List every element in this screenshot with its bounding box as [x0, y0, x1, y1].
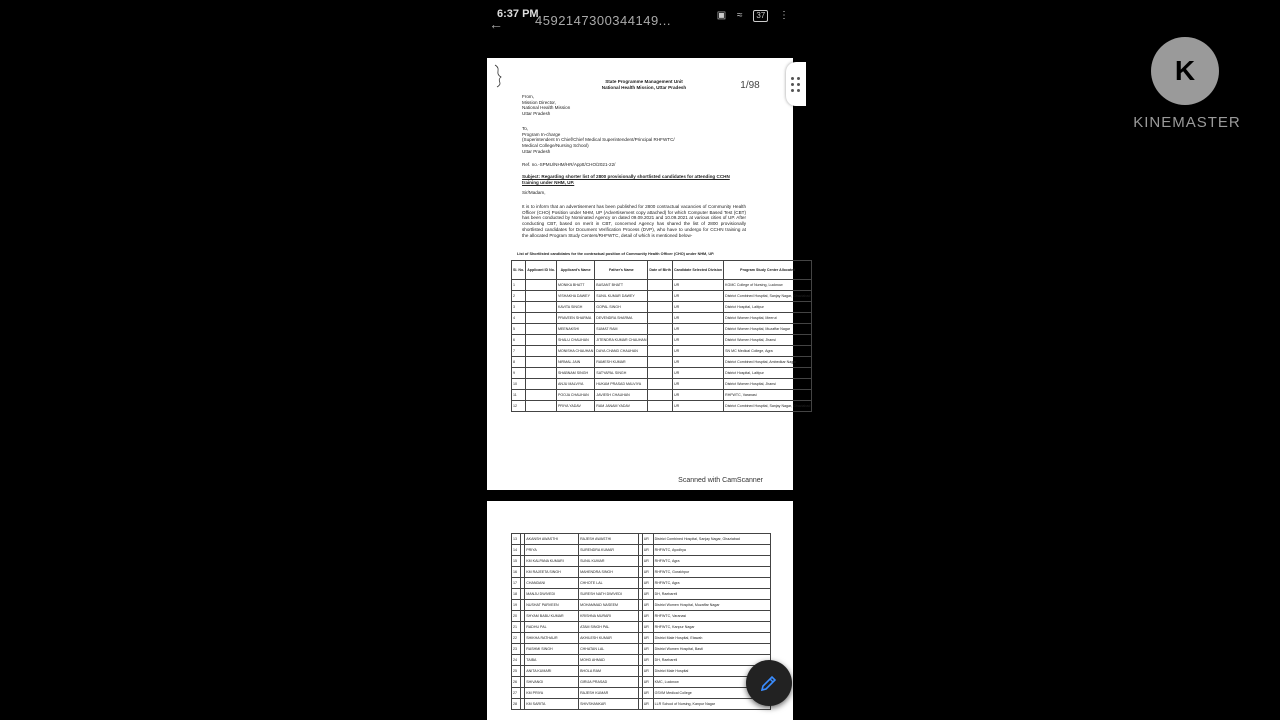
- table-cell: MOHD AHMAD: [579, 655, 639, 666]
- table-cell: District Women Hospital, Muzaffar Nagar: [724, 324, 812, 335]
- doc-salutation: Sir/Madam,: [522, 190, 546, 195]
- table-cell: 12: [512, 401, 526, 412]
- doc-from: From, Mission Director, National Health Mission Uttar Pradesh: [522, 94, 571, 117]
- table-header: Applicant ID No.: [526, 261, 557, 280]
- table-row: [512, 578, 771, 589]
- table-cell: UR: [642, 611, 653, 622]
- table-cell: RAM JANAM YADAV: [595, 401, 648, 412]
- scanner-watermark: Scanned with CamScanner: [678, 477, 763, 484]
- doc-header-2: National Health Mission, Uttar Pradesh: [601, 85, 687, 90]
- table-cell: JAVIESH CHAUHAN: [595, 390, 648, 401]
- table-cell: [526, 291, 557, 302]
- table-cell: UR: [642, 688, 653, 699]
- table-cell: BASANT BHATT: [595, 280, 648, 291]
- table-cell: UR: [672, 346, 723, 357]
- table-cell: ATAM SINGH PAL: [579, 622, 639, 633]
- table-header: Program Study Center Allocated: [724, 261, 812, 280]
- doc-header-1: State Programme Management Unit: [605, 79, 683, 84]
- table-cell: [648, 313, 673, 324]
- table-cell: CHHOTE LAL: [579, 578, 639, 589]
- table-row: [512, 666, 771, 677]
- table-row: [512, 611, 771, 622]
- table-cell: UR: [672, 379, 723, 390]
- table-cell: [648, 280, 673, 291]
- table-row: [512, 589, 771, 600]
- table-row: [512, 313, 812, 324]
- table-row: [512, 567, 771, 578]
- table-cell: UR: [672, 368, 723, 379]
- table-cell: 20: [512, 611, 521, 622]
- table-cell: KAVITA SINGH: [556, 302, 594, 313]
- kinemaster-wordmark: KINEMASTER: [1133, 114, 1241, 131]
- screenshot-icon: ▣: [716, 10, 727, 21]
- table-cell: UR: [642, 589, 653, 600]
- table-cell: [526, 368, 557, 379]
- table-row: [512, 556, 771, 567]
- table-header: Father's Name: [595, 261, 648, 280]
- table-cell: [648, 390, 673, 401]
- candidates-table-1: [511, 260, 812, 412]
- document-page-1[interactable]: [487, 58, 811, 490]
- table-cell: SHYAM BABU KUMAR: [525, 611, 579, 622]
- table-cell: GIRIJA PRASAD: [579, 677, 639, 688]
- table-row: [512, 335, 812, 346]
- table-cell: GSVM Medical College: [653, 688, 770, 699]
- table-cell: DEVENDRA SHARMA: [595, 313, 648, 324]
- table-row: [512, 699, 771, 710]
- table-cell: UR: [642, 534, 653, 545]
- doc-ref: Ref. no.-SPMU/NHM/HR/Apptt/CHO/2021-22/: [522, 162, 616, 167]
- table-cell: [648, 346, 673, 357]
- table-row: [512, 545, 771, 556]
- table-cell: SHIVANGI: [525, 677, 579, 688]
- table-cell: 4: [512, 313, 526, 324]
- table-cell: KRISHNA MURARI: [579, 611, 639, 622]
- table-cell: UR: [642, 622, 653, 633]
- table-cell: KM SARITA: [525, 699, 579, 710]
- table-cell: UR: [672, 401, 723, 412]
- table-cell: SN MC Medical College, Agra: [724, 346, 812, 357]
- table-cell: UR: [672, 291, 723, 302]
- table-cell: SUNIL KUMAR DAWEY: [595, 291, 648, 302]
- table-cell: DAYA CHAND CHAUHAN: [595, 346, 648, 357]
- table-cell: RHFWTC, Gorakhpur: [653, 567, 770, 578]
- table-row: [512, 280, 812, 291]
- table-cell: [526, 357, 557, 368]
- table-cell: SUNIL KUMAR: [579, 556, 639, 567]
- doc-subject: Subject: Regarding shorter list of 2800 provisionally shortlisted candidates for attending CCHN training under NHM, UP.: [522, 174, 730, 185]
- table-cell: KM PRIYA: [525, 688, 579, 699]
- table-cell: [648, 335, 673, 346]
- table-cell: DH, Raebareli: [653, 589, 770, 600]
- table-cell: HUKAM PRASAD MALVIYA: [595, 379, 648, 390]
- table-cell: 7: [512, 346, 526, 357]
- table-cell: 26: [512, 677, 521, 688]
- table-cell: [648, 302, 673, 313]
- table-cell: UR: [642, 699, 653, 710]
- table-row: [512, 688, 771, 699]
- table-cell: MONIKA BHATT: [556, 280, 594, 291]
- table-cell: District Women Hospital, Muzaffar Nagar: [653, 600, 770, 611]
- table-row: [512, 368, 812, 379]
- table-cell: UR: [642, 666, 653, 677]
- table-cell: 9: [512, 368, 526, 379]
- table-cell: KGMC College of Nursing, Lucknow: [724, 280, 812, 291]
- status-time: 6:37 PM: [497, 8, 539, 20]
- table-cell: MAHENDRA SINGH: [579, 567, 639, 578]
- table-row: [512, 633, 771, 644]
- table-cell: 3: [512, 302, 526, 313]
- table-cell: District Hospital, Lalitpur: [724, 368, 812, 379]
- table-cell: [526, 401, 557, 412]
- table-cell: District Combined Hospital, Sanjay Nagar, Ghaziabad: [724, 291, 812, 302]
- table-cell: KM KALPANA KUMARI: [525, 556, 579, 567]
- table-row: [512, 534, 771, 545]
- table-cell: SUMAT RAM: [595, 324, 648, 335]
- table-cell: AKANSH AWASTHI: [525, 534, 579, 545]
- table-row: [512, 655, 771, 666]
- doc-body: It is to inform that an advertisement has been published for 2800 contractual vacancies of Community Health Officer (CHO) Position under NHM, UP (Advertisement copy attached) for which Computer Based Test (CBT) has been conducted by Nominated Agency on dated 09.09.2021 and 10.09.2021 at various cities of UP. After conducting CBT, based on merit in CBT, concerned Agency has shared the list of 2800 provisionally shortlisted candidates for Document Verification Process (DVP), who have to undergo for CCHN training at the allocated Program Study Centers/RHFWTC, detail of which is mentioned below-: [522, 204, 746, 238]
- table-cell: POOJA CHAUHAN: [556, 390, 594, 401]
- table-cell: UR: [672, 357, 723, 368]
- table-row: [512, 357, 812, 368]
- table-cell: UR: [642, 655, 653, 666]
- table-cell: MOHAMMAD NASEEM: [579, 600, 639, 611]
- doc-to: To, Program In-charge (Superintendent In Chief/Chief Medical Superintendent/Principal RHFWTC/ Medical College/Nursing School) Uttar Pradesh: [522, 126, 675, 154]
- table-cell: [526, 302, 557, 313]
- table-cell: UR: [642, 600, 653, 611]
- table-cell: SURENDRA KUMAR: [579, 545, 639, 556]
- table-header: Applicant's Name: [556, 261, 594, 280]
- more-menu-icon[interactable]: ⋮: [779, 10, 789, 21]
- table-cell: DH, Raebareli: [653, 655, 770, 666]
- table-cell: 17: [512, 578, 521, 589]
- table-cell: UR: [642, 578, 653, 589]
- table-header: Candidate Selected Division: [672, 261, 723, 280]
- table-cell: UR: [672, 335, 723, 346]
- table-row: [512, 291, 812, 302]
- table-cell: KM RAJEETA SINGH: [525, 567, 579, 578]
- table-row: [512, 390, 812, 401]
- table-cell: PRAVEEN SHARMA: [556, 313, 594, 324]
- table-cell: UR: [672, 313, 723, 324]
- table-cell: LLR School of Nursing, Kanpur Nagar: [653, 699, 770, 710]
- table-cell: [526, 335, 557, 346]
- table-cell: [648, 324, 673, 335]
- table-cell: RHFWTC, Kanpur Nagar: [653, 622, 770, 633]
- table-cell: [648, 357, 673, 368]
- table-cell: 11: [512, 390, 526, 401]
- fast-scroll-handle[interactable]: [786, 62, 806, 106]
- table-cell: RHFWTC, Varanasi: [724, 390, 812, 401]
- signature-mark: [492, 63, 506, 89]
- table-cell: MONISHA CHAUHAN: [556, 346, 594, 357]
- table-header: Sl. No.: [512, 261, 526, 280]
- table-cell: TAIBA: [525, 655, 579, 666]
- table-cell: 2: [512, 291, 526, 302]
- table-cell: RHFWTC, Agra: [653, 556, 770, 567]
- table-cell: SHIKHA RATHAUR: [525, 633, 579, 644]
- table-cell: UR: [642, 567, 653, 578]
- table-cell: 8: [512, 357, 526, 368]
- table-cell: 25: [512, 666, 521, 677]
- table-cell: NIRMAL JAIN: [556, 357, 594, 368]
- table-row: [512, 401, 812, 412]
- candidates-table-2: [511, 533, 771, 710]
- table-cell: 10: [512, 379, 526, 390]
- table-cell: 14: [512, 545, 521, 556]
- table-cell: SHALU CHAUHAN: [556, 335, 594, 346]
- table-cell: [648, 379, 673, 390]
- document-title: 4592147300344149...: [535, 13, 672, 28]
- wifi-icon: ≈: [737, 10, 743, 21]
- table-cell: RADHU PAL: [525, 622, 579, 633]
- table-cell: ANITA KUMARI: [525, 666, 579, 677]
- table-cell: SHABNAM SINGH: [556, 368, 594, 379]
- table-cell: 6: [512, 335, 526, 346]
- table-cell: CHANDANI: [525, 578, 579, 589]
- table-cell: [648, 291, 673, 302]
- table-cell: [648, 401, 673, 412]
- table-row: [512, 644, 771, 655]
- table-cell: SHIVSHANKAR: [579, 699, 639, 710]
- table-cell: KMC, Lucknow: [653, 677, 770, 688]
- table-cell: 27: [512, 688, 521, 699]
- table-cell: [526, 324, 557, 335]
- table-cell: District Combined Hospital, Sanjay Nagar, Ghaziabad: [653, 534, 770, 545]
- table-cell: CHHATAN LAL: [579, 644, 639, 655]
- table-cell: District Combined Hospital, Ambedkar Nagar: [724, 357, 812, 368]
- table-cell: RHFWTC, Varanasi: [653, 611, 770, 622]
- table-cell: RHFWTC, Ayodhya: [653, 545, 770, 556]
- table-cell: District Male Hospital, Etawah: [653, 633, 770, 644]
- table-header-row: [512, 261, 812, 280]
- page-indicator: 1/98: [730, 76, 770, 96]
- table-cell: 24: [512, 655, 521, 666]
- table-cell: [526, 313, 557, 324]
- pencil-icon: [759, 673, 779, 693]
- table-cell: 18: [512, 589, 521, 600]
- table-cell: UR: [642, 644, 653, 655]
- table-cell: JITENDRA KUMAR CHAUHAN: [595, 335, 648, 346]
- table-cell: UR: [672, 280, 723, 291]
- table-cell: 15: [512, 556, 521, 567]
- table-cell: RHFWTC, Agra: [653, 578, 770, 589]
- table-cell: UR: [642, 545, 653, 556]
- table-cell: 13: [512, 534, 521, 545]
- table-cell: RAJESH AWASTHI: [579, 534, 639, 545]
- table-cell: District Combined Hospital, Sanjay Nagar, Ghaziabad: [724, 401, 812, 412]
- status-icons: [709, 10, 789, 22]
- table-row: [512, 622, 771, 633]
- table-cell: [526, 379, 557, 390]
- table-cell: District Women Hospital, Jhansi: [724, 335, 812, 346]
- table-cell: MEENAKSHI: [556, 324, 594, 335]
- table-row: [512, 302, 812, 313]
- table-header: Date of Birth: [648, 261, 673, 280]
- table-row: [512, 677, 771, 688]
- table-cell: 19: [512, 600, 521, 611]
- table-row: [512, 379, 812, 390]
- table-cell: [648, 368, 673, 379]
- table-cell: 23: [512, 644, 521, 655]
- table-cell: RAMESH KUMAR: [595, 357, 648, 368]
- kinemaster-logo-icon: [1151, 37, 1219, 105]
- table-row: [512, 346, 812, 357]
- table-cell: District Women Hospital, Basti: [653, 644, 770, 655]
- table-cell: PRIYA YADAV: [556, 401, 594, 412]
- table-cell: UR: [672, 390, 723, 401]
- table-title: List of Shortlisted candidates for the contractual position of Community Health Officer (CHO) under NHM, UP.: [517, 252, 715, 256]
- table-cell: UR: [672, 324, 723, 335]
- table-cell: GOPAL SINGH: [595, 302, 648, 313]
- logo-letter: K: [1174, 55, 1196, 86]
- table-cell: District Male Hospital: [653, 666, 770, 677]
- table-cell: District Women Hospital, Meerut: [724, 313, 812, 324]
- table-cell: District Hospital, Lalitpur: [724, 302, 812, 313]
- table-cell: UR: [642, 677, 653, 688]
- table-cell: MANJU DWIVEDI: [525, 589, 579, 600]
- table-cell: ANJU MALVIYA: [556, 379, 594, 390]
- table-cell: VISHAKHA DAWEY: [556, 291, 594, 302]
- table-cell: RAJESH KUMAR: [579, 688, 639, 699]
- table-cell: SATYAPAL SINGH: [595, 368, 648, 379]
- table-cell: 21: [512, 622, 521, 633]
- table-cell: 28: [512, 699, 521, 710]
- table-cell: UR: [672, 302, 723, 313]
- table-cell: PRIYA: [525, 545, 579, 556]
- table-cell: BHOLA RAM: [579, 666, 639, 677]
- table-cell: UR: [642, 633, 653, 644]
- table-cell: AKHILESH KUMAR: [579, 633, 639, 644]
- table-cell: 1: [512, 280, 526, 291]
- table-row: [512, 600, 771, 611]
- edit-fab-button[interactable]: [746, 660, 792, 706]
- status-bar: [487, 6, 793, 32]
- table-row: [512, 324, 812, 335]
- table-cell: [526, 390, 557, 401]
- battery-icon: 37: [753, 10, 768, 22]
- table-cell: [526, 346, 557, 357]
- back-arrow-icon[interactable]: ←: [489, 16, 503, 32]
- table-cell: SURESH NATH DWIVEDI: [579, 589, 639, 600]
- table-cell: 16: [512, 567, 521, 578]
- table-cell: District Women Hospital, Jhansi: [724, 379, 812, 390]
- table-cell: 5: [512, 324, 526, 335]
- table-cell: 22: [512, 633, 521, 644]
- table-cell: [526, 280, 557, 291]
- table-cell: UR: [642, 556, 653, 567]
- table-cell: NUSHAT PARVEEN: [525, 600, 579, 611]
- table-cell: RASHMI SINGH: [525, 644, 579, 655]
